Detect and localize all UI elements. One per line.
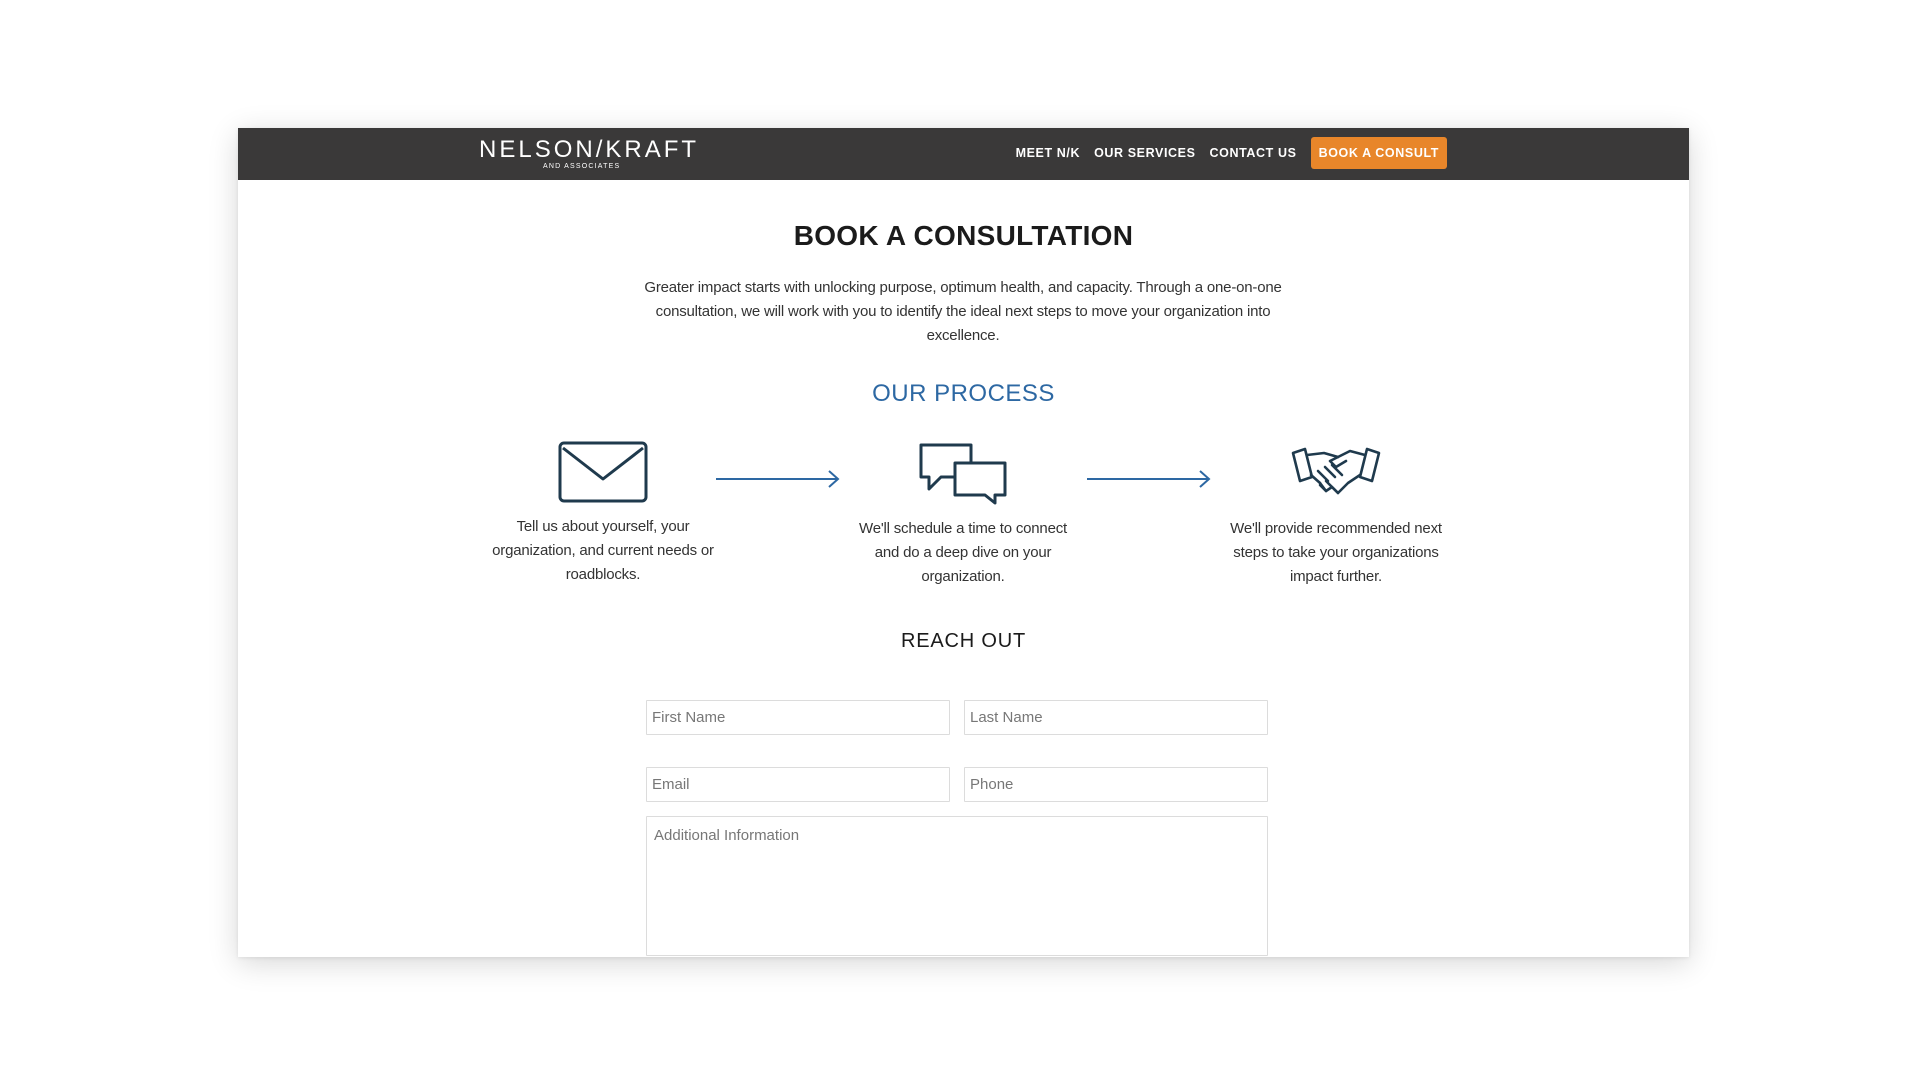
main-nav <box>1016 137 1447 169</box>
arrow-right-icon <box>714 468 842 490</box>
nav-our-services[interactable]: OUR SERVICES <box>1094 146 1196 160</box>
step-3-text: We'll provide recommended next steps to take your organizations impact further. <box>1230 520 1442 585</box>
phone-input[interactable] <box>964 767 1268 802</box>
logo-tagline: AND ASSOCIATES <box>543 163 621 170</box>
nav-contact-us[interactable]: CONTACT US <box>1209 146 1297 160</box>
process-step-1 <box>488 441 718 587</box>
process-heading: OUR PROCESS <box>872 380 1055 407</box>
process-step-2 <box>848 441 1078 589</box>
book-consult-button[interactable]: BOOK A CONSULT <box>1311 137 1447 169</box>
first-name-input[interactable] <box>646 700 950 735</box>
envelope-icon <box>558 441 648 503</box>
site-logo[interactable] <box>479 138 701 172</box>
additional-info-textarea[interactable] <box>646 816 1268 956</box>
process-step-3 <box>1221 441 1451 589</box>
last-name-input[interactable] <box>964 700 1268 735</box>
handshake-icon <box>1290 441 1382 505</box>
arrow-right-icon <box>1085 468 1213 490</box>
chat-bubbles-icon <box>917 441 1009 505</box>
nav-meet-nk[interactable]: MEET N/K <box>1015 146 1081 160</box>
step-2-text: We'll schedule a time to connect and do a deep dive on your organization. <box>859 520 1067 585</box>
logo-wordmark: NELSON/KRAFT <box>479 136 700 163</box>
email-input[interactable] <box>646 767 950 802</box>
page-title: BOOK A CONSULTATION <box>793 220 1134 251</box>
step-1-text: Tell us about yourself, your organization, and current needs or roadblocks. <box>492 518 714 583</box>
browser-window <box>238 128 1689 957</box>
intro-paragraph: Greater impact starts with unlocking purpose, optimum health, and capacity. Through a one-on-one consultation, we will work with you to identify the ideal next steps to move your organization into excellence. <box>644 279 1282 344</box>
top-navigation-bar <box>238 128 1689 180</box>
reach-out-heading: REACH OUT <box>901 630 1026 652</box>
